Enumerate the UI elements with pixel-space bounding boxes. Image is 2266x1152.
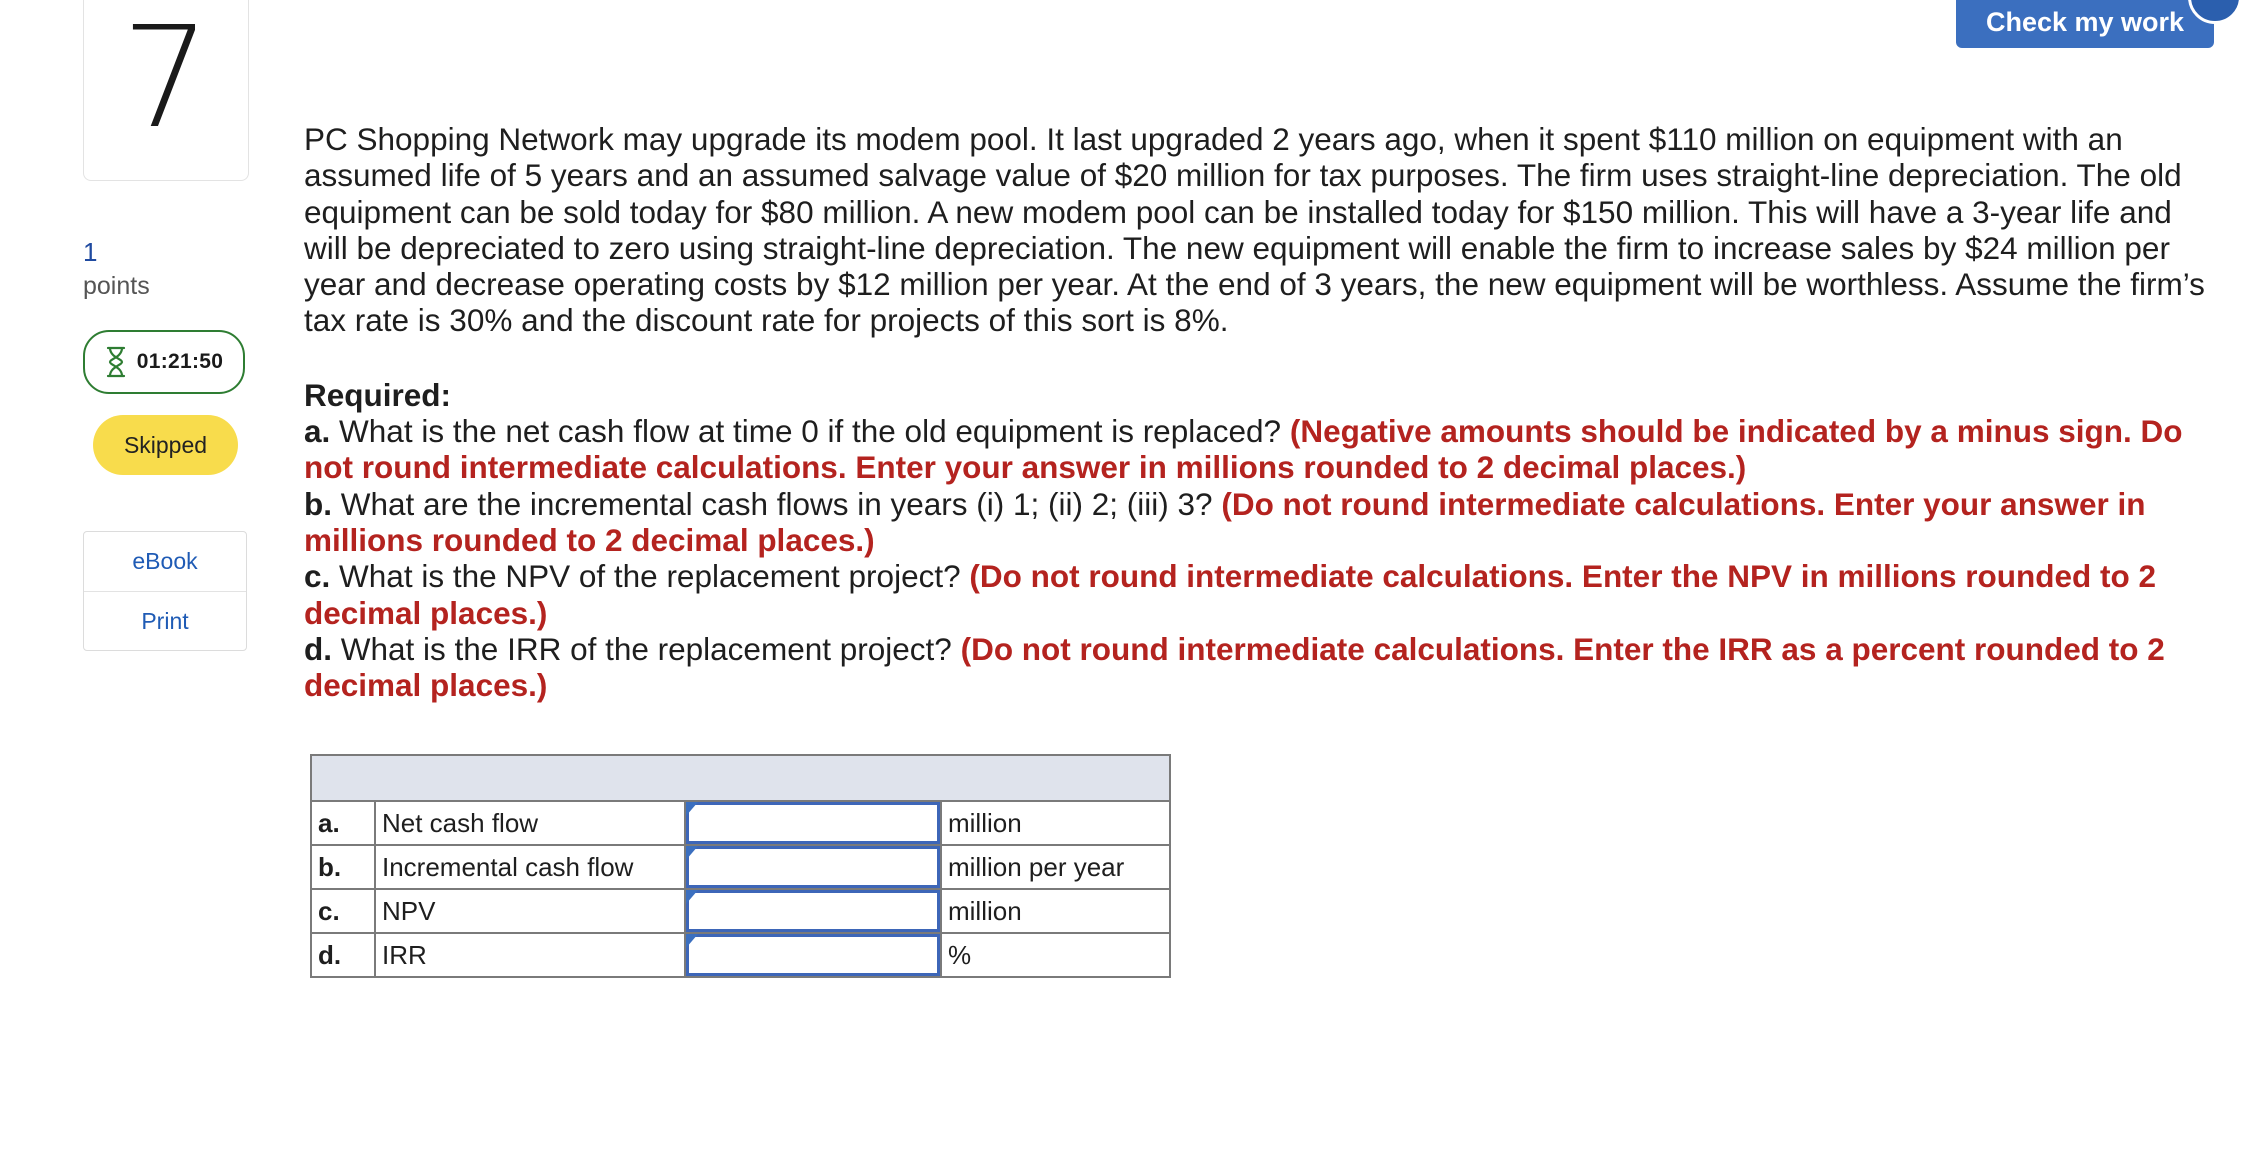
answer-cell bbox=[685, 801, 941, 845]
row-label: Net cash flow bbox=[375, 801, 685, 845]
required-letter: a. bbox=[304, 413, 331, 450]
row-letter: b. bbox=[311, 845, 375, 889]
required-instruction: (Do not round intermediate calculations. Enter the IRR as a percent rounded to 2 decimal places.) bbox=[304, 630, 2165, 704]
required-heading: Required: bbox=[304, 376, 452, 413]
required-item-d bbox=[304, 631, 2224, 704]
npv-input[interactable] bbox=[686, 890, 940, 932]
irr-input[interactable] bbox=[686, 934, 940, 976]
resources-box bbox=[83, 531, 247, 651]
row-label: Incremental cash flow bbox=[375, 845, 685, 889]
row-letter: d. bbox=[311, 933, 375, 977]
answer-table bbox=[310, 754, 1171, 978]
required-instruction: (Do not round intermediate calculations. Enter your answer in millions rounded to 2 decimal places.) bbox=[304, 485, 2146, 558]
required-question: What is the NPV of the replacement project? bbox=[339, 558, 961, 595]
points-label: points bbox=[83, 272, 150, 300]
required-item-b bbox=[304, 486, 2224, 559]
row-unit: million bbox=[941, 801, 1170, 845]
required-instruction: (Do not round intermediate calculations. Enter the NPV in millions rounded to 2 decimal places.) bbox=[304, 558, 2156, 631]
table-row bbox=[311, 889, 1170, 933]
net-cash-flow-input[interactable] bbox=[686, 802, 940, 844]
row-letter: a. bbox=[311, 801, 375, 845]
table-row bbox=[311, 801, 1170, 845]
required-question: What is the net cash flow at time 0 if the old equipment is replaced? bbox=[339, 413, 1282, 450]
row-unit: million bbox=[941, 889, 1170, 933]
answer-cell bbox=[685, 889, 941, 933]
row-unit: % bbox=[941, 933, 1170, 977]
required-question: What are the incremental cash flows in years (i) 1; (ii) 2; (iii) 3? bbox=[340, 485, 1213, 522]
print-link[interactable]: Print bbox=[84, 591, 246, 651]
answer-cell bbox=[685, 933, 941, 977]
required-letter: c. bbox=[304, 558, 331, 595]
required-letter: b. bbox=[304, 485, 332, 522]
row-label: NPV bbox=[375, 889, 685, 933]
problem-statement: PC Shopping Network may upgrade its modem pool. It last upgraded 2 years ago, when it spent $110 million on equipment with an assumed life of 5 years and an assumed salvage value of $20 million for tax purposes. The firm uses straight-line depreciation. The old equipment can be sold today for $80 million. A new modem pool can be installed today for $150 million. This will have a 3-year life and will be depreciated to zero using straight-line depreciation. The new equipment will enable the firm to increase sales by $24 million per year and decrease operating costs by $12 million per year. At the end of 3 years, the new equipment will be worthless. Assume the firm’s tax rate is 30% and the discount rate for projects of this sort is 8%. bbox=[304, 121, 2205, 339]
required-question: What is the IRR of the replacement project? bbox=[340, 630, 952, 667]
incremental-cash-flow-input[interactable] bbox=[686, 846, 940, 888]
required-letter: d. bbox=[304, 630, 332, 667]
answer-table-header-cell bbox=[311, 755, 1170, 801]
table-row bbox=[311, 845, 1170, 889]
timer-text: 01:21:50 bbox=[136, 350, 224, 373]
row-letter: c. bbox=[311, 889, 375, 933]
question-number: 7 bbox=[121, 0, 211, 160]
status-badge: Skipped bbox=[93, 415, 238, 475]
required-item-a bbox=[304, 413, 2224, 486]
table-row bbox=[311, 933, 1170, 977]
answer-cell bbox=[685, 845, 941, 889]
answer-table-header bbox=[311, 755, 1170, 801]
required-item-c bbox=[304, 558, 2224, 631]
ebook-link[interactable]: eBook bbox=[132, 548, 198, 574]
question-body bbox=[304, 121, 2224, 703]
required-instruction: (Negative amounts should be indicated by a minus sign. Do not round intermediate calculations. Enter your answer in millions rounded to 2 decimal places.) bbox=[304, 413, 2183, 486]
hourglass-icon bbox=[105, 346, 127, 378]
row-label: IRR bbox=[375, 933, 685, 977]
question-number-box bbox=[83, 0, 249, 181]
timer-badge bbox=[83, 330, 245, 394]
row-unit: million per year bbox=[941, 845, 1170, 889]
points-value: 1 bbox=[83, 237, 98, 267]
check-my-work-button[interactable]: Check my work bbox=[1956, 0, 2214, 48]
